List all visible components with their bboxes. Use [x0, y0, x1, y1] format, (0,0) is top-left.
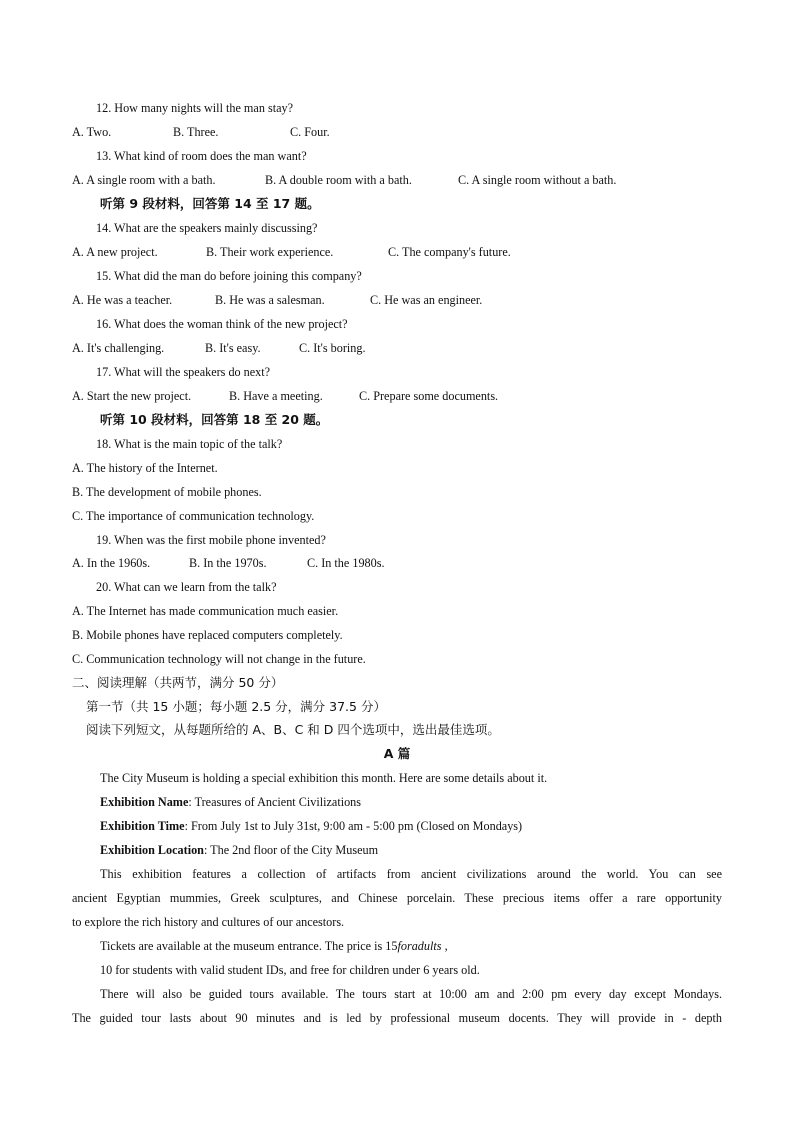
tickets-text: Tickets are available at the museum entrance. The price is 15	[100, 939, 398, 953]
option-b: B. Mobile phones have replaced computers completely.	[72, 628, 343, 642]
exhibition-location-line	[100, 842, 378, 858]
tickets-italic: foradults	[397, 939, 442, 953]
passage-title: A 篇	[383, 746, 411, 761]
question-13: 13. What kind of room does the man want?	[96, 149, 307, 163]
option-c: C. Communication technology will not change in the future.	[72, 652, 366, 666]
option-c: C. Four.	[290, 125, 330, 139]
option-a: A. In the 1960s.	[72, 556, 151, 570]
option-b: B. The development of mobile phones.	[72, 485, 262, 499]
reading-instructions: 阅读下列短文，从每题所给的 A、B、C 和 D 四个选项中，选出最佳选项。	[86, 722, 500, 737]
exhibition-time-line	[100, 818, 522, 834]
option-c: C. The company's future.	[388, 245, 511, 259]
option-c: C. In the 1980s.	[307, 556, 385, 570]
passage-intro: The City Museum is holding a special exhibition this month. Here are some details about it.	[100, 771, 548, 785]
section-heading-10: 听第 10 段材料，回答第 18 至 20 题。	[100, 412, 329, 427]
option-b: B. It's easy.	[205, 341, 261, 355]
exhibition-location-value: : The 2nd floor of the City Museum	[203, 843, 379, 857]
option-b: B. Three.	[173, 125, 219, 139]
option-a: A. A single room with a bath.	[72, 173, 216, 187]
exhibition-name-label: Exhibition Name	[100, 795, 189, 809]
option-c: C. A single room without a bath.	[458, 173, 617, 187]
option-b: B. Their work experience.	[206, 245, 334, 259]
option-c: C. It's boring.	[299, 341, 366, 355]
exhibition-location-label: Exhibition Location	[100, 843, 204, 857]
tickets-comma: ,	[441, 939, 448, 953]
option-a: A. It's challenging.	[72, 341, 165, 355]
option-c: C. He was an engineer.	[370, 293, 483, 307]
tickets-line	[100, 938, 448, 954]
question-20: 20. What can we learn from the talk?	[96, 580, 277, 594]
exhibition-name-line	[100, 794, 361, 810]
section-heading-9: 听第 9 段材料，回答第 14 至 17 题。	[100, 196, 320, 211]
section-one-heading: 第一节（共 15 小题；每小题 2.5 分，满分 37.5 分）	[86, 699, 386, 714]
tour-line: There will also be guided tours available. The tours start at 10:00 am and 2:00 pm every day except Mondays.	[100, 987, 722, 1001]
option-b: B. A double room with a bath.	[265, 173, 412, 187]
option-b: B. He was a salesman.	[215, 293, 325, 307]
question-18: 18. What is the main topic of the talk?	[96, 437, 283, 451]
exhibition-time-label: Exhibition Time	[100, 819, 185, 833]
question-17: 17. What will the speakers do next?	[96, 365, 271, 379]
question-16: 16. What does the woman think of the new project?	[96, 317, 348, 331]
exhibition-name-value: : Treasures of Ancient Civilizations	[188, 795, 362, 809]
question-14: 14. What are the speakers mainly discussing?	[96, 221, 318, 235]
question-12: 12. How many nights will the man stay?	[96, 101, 294, 115]
part-two-heading: 二、阅读理解（共两节，满分 50 分）	[72, 675, 284, 690]
option-b: B. In the 1970s.	[189, 556, 267, 570]
option-a: A. A new project.	[72, 245, 158, 259]
exhibition-time-value: : From July 1st to July 31st, 9:00 am - 5:00 pm (Closed on Mondays)	[184, 819, 523, 833]
option-a: A. Start the new project.	[72, 389, 192, 403]
tour-line: The guided tour lasts about 90 minutes and is led by professional museum docents. They will provide in - depth	[72, 1011, 722, 1025]
tickets-line-2: 10 for students with valid student IDs, and free for children under 6 years old.	[100, 963, 480, 977]
question-15: 15. What did the man do before joining this company?	[96, 269, 362, 283]
option-a: A. The Internet has made communication much easier.	[72, 604, 339, 618]
question-19: 19. When was the first mobile phone invented?	[96, 533, 326, 547]
option-c: C. Prepare some documents.	[359, 389, 499, 403]
option-a: A. Two.	[72, 125, 112, 139]
option-c: C. The importance of communication technology.	[72, 509, 315, 523]
paragraph-line: to explore the rich history and cultures of our ancestors.	[72, 915, 345, 929]
paragraph-line: ancient Egyptian mummies, Greek sculptures, and Chinese porcelain. These precious items offer a rare opportunity	[72, 891, 722, 905]
option-b: B. Have a meeting.	[229, 389, 323, 403]
paragraph-line: This exhibition features a collection of artifacts from ancient civilizations around the world. You can see	[100, 867, 722, 881]
option-a: A. The history of the Internet.	[72, 461, 218, 475]
option-a: A. He was a teacher.	[72, 293, 173, 307]
